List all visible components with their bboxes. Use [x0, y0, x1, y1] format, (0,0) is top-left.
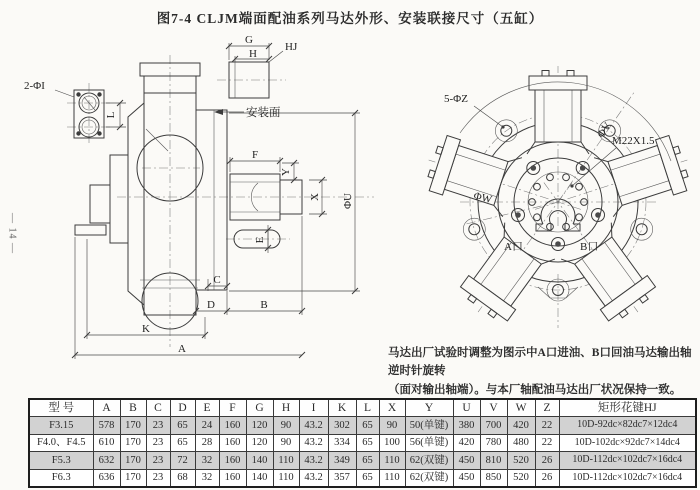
table-cell: 22 — [535, 417, 559, 434]
table-cell: 610 — [93, 434, 120, 451]
col-header-v: V — [480, 399, 507, 417]
table-cell: 520 — [507, 452, 535, 469]
table-cell: 24 — [195, 417, 219, 434]
table-cell: 170 — [120, 469, 146, 487]
end-view-drawing — [408, 44, 700, 342]
dim-label-a: A — [178, 343, 186, 355]
table-cell: 26 — [535, 452, 559, 469]
table-cell: 62(双键) — [405, 452, 453, 469]
table-cell: 120 — [246, 417, 273, 434]
table-row-F4.0、F4.5 — [29, 434, 696, 451]
table-cell: 450 — [453, 452, 480, 469]
dim-label-k: K — [142, 323, 150, 335]
table-cell: 420 — [453, 434, 480, 451]
col-header-c: C — [146, 399, 170, 417]
dimensions-table — [28, 398, 697, 488]
table-cell: 850 — [480, 469, 507, 487]
col-header-model: 型 号 — [29, 399, 93, 417]
dim-label-thread: M22X1.5 — [612, 135, 655, 147]
table-cell: 65 — [356, 452, 379, 469]
dim-label-phi-v: ΦV — [595, 120, 615, 141]
table-cell: 480 — [507, 434, 535, 451]
table-cell: 65 — [356, 434, 379, 451]
col-header-x: X — [379, 399, 405, 417]
dim-label-hj: HJ — [285, 41, 298, 53]
dim-label-l: L — [105, 111, 117, 119]
table-cell: 110 — [273, 452, 299, 469]
col-header-i: I — [299, 399, 328, 417]
col-header-a: A — [93, 399, 120, 417]
col-header-u: U — [453, 399, 480, 417]
table-cell: 160 — [219, 417, 246, 434]
table-cell: 349 — [328, 452, 356, 469]
table-cell: 450 — [453, 469, 480, 487]
col-header-w: W — [507, 399, 535, 417]
table-cell: 632 — [93, 452, 120, 469]
col-header-f: F — [219, 399, 246, 417]
table-cell: 170 — [120, 452, 146, 469]
dim-label-c: C — [213, 274, 221, 286]
table-row-F5.3 — [29, 452, 696, 469]
table-cell: F4.0、F4.5 — [29, 434, 93, 451]
table-cell: 110 — [273, 469, 299, 487]
table-cell: 10D-112dc×102dc7×16dc4 — [559, 469, 696, 487]
dim-label-y: Y — [280, 168, 292, 176]
table-cell: 65 — [356, 469, 379, 487]
table-cell: 140 — [246, 469, 273, 487]
table-cell: F6.3 — [29, 469, 93, 487]
table-cell: 140 — [246, 452, 273, 469]
table-cell: 26 — [535, 469, 559, 487]
output-shaft — [230, 174, 302, 248]
label-port-a: A口 — [504, 241, 523, 253]
table-row-F3.15 — [29, 417, 696, 434]
table-cell: 43.2 — [299, 452, 328, 469]
table-cell: 10D-92dc×82dc7×12dc4 — [559, 417, 696, 434]
table-cell: 22 — [535, 434, 559, 451]
dim-label-b: B — [260, 299, 268, 311]
col-header-k: K — [328, 399, 356, 417]
page-title: 图7-4 CLJM端面配油系列马达外形、安装联接尺寸（五缸） — [156, 11, 544, 26]
table-cell: 23 — [146, 452, 170, 469]
table-header-row — [29, 399, 696, 417]
dim-label-f: F — [251, 149, 259, 161]
table-cell: 810 — [480, 452, 507, 469]
dim-label-x: X — [309, 193, 321, 201]
table-cell: 43.2 — [299, 434, 328, 451]
col-header-d: D — [170, 399, 195, 417]
col-header-e: E — [195, 399, 219, 417]
table-cell: 28 — [195, 434, 219, 451]
table-cell: 110 — [379, 469, 405, 487]
dim-label-port-holes: 2-ΦI — [24, 80, 45, 92]
table-cell: 110 — [379, 452, 405, 469]
dim-label-g: G — [245, 34, 253, 46]
table-cell: 334 — [328, 434, 356, 451]
radial-cylinders — [419, 66, 697, 330]
table-cell: 90 — [273, 417, 299, 434]
table-cell: 65 — [170, 434, 195, 451]
note-line-2: （面对输出轴端）。与本厂轴配油马达出厂状况保持一致。 — [388, 383, 682, 396]
table-cell: 170 — [120, 434, 146, 451]
centerlines — [67, 55, 374, 347]
table-cell: 578 — [93, 417, 120, 434]
table-cell: 120 — [246, 434, 273, 451]
dim-label-bolt-holes: 5-ΦZ — [444, 93, 468, 105]
note-line-1: 马达出厂试验时调整为图示中A口进油、B口回油马达输出轴逆时针旋转 — [388, 347, 692, 378]
table-cell: 23 — [146, 469, 170, 487]
label-port-b: B口 — [580, 241, 599, 253]
table-cell: 420 — [507, 417, 535, 434]
col-header-z: Z — [535, 399, 559, 417]
table-cell: 56(单键) — [405, 434, 453, 451]
table-cell: 32 — [195, 469, 219, 487]
col-header-spline: 矩形花键HJ — [559, 399, 696, 417]
table-cell: 160 — [219, 469, 246, 487]
table-cell: 700 — [480, 417, 507, 434]
table-cell: F5.3 — [29, 452, 93, 469]
table-cell: 10D-112dc×102dc7×16dc4 — [559, 452, 696, 469]
table-cell: 357 — [328, 469, 356, 487]
table-cell: 302 — [328, 417, 356, 434]
table-cell: 65 — [356, 417, 379, 434]
table-cell: 32 — [195, 452, 219, 469]
table-cell: 90 — [379, 417, 405, 434]
table-cell: 62(双键) — [405, 469, 453, 487]
side-view-drawing — [22, 33, 396, 395]
factory-note — [388, 344, 700, 399]
table-cell: 43.2 — [299, 417, 328, 434]
table-cell: 520 — [507, 469, 535, 487]
table-cell: 90 — [273, 434, 299, 451]
table-cell: 50(单键) — [405, 417, 453, 434]
dim-label-phi-w: ΦW — [472, 190, 494, 206]
table-cell: 10D-102dc×92dc7×14dc4 — [559, 434, 696, 451]
table-cell: 65 — [170, 417, 195, 434]
col-header-y: Y — [405, 399, 453, 417]
table-cell: 23 — [146, 434, 170, 451]
table-cell: 160 — [219, 434, 246, 451]
dim-label-h: H — [249, 48, 257, 60]
label-mounting-face: 安装面 — [246, 107, 281, 119]
dim-label-phi-u: ΦU — [342, 193, 354, 209]
table-cell: 780 — [480, 434, 507, 451]
table-cell: 72 — [170, 452, 195, 469]
col-header-h: H — [273, 399, 299, 417]
col-header-g: G — [246, 399, 273, 417]
table-cell: 68 — [170, 469, 195, 487]
table-cell: 380 — [453, 417, 480, 434]
col-header-l: L — [356, 399, 379, 417]
table-row-F6.3 — [29, 469, 696, 487]
table-cell: 160 — [219, 452, 246, 469]
col-header-b: B — [120, 399, 146, 417]
dim-label-d: D — [207, 299, 215, 311]
table-cell: 43.2 — [299, 469, 328, 487]
table-cell: 100 — [379, 434, 405, 451]
dim-label-e: E — [254, 236, 266, 244]
table-cell: 636 — [93, 469, 120, 487]
table-body — [29, 417, 696, 487]
table-cell: 23 — [146, 417, 170, 434]
table-cell: F3.15 — [29, 417, 93, 434]
page-number: — 14 — — [6, 213, 18, 254]
table-cell: 170 — [120, 417, 146, 434]
